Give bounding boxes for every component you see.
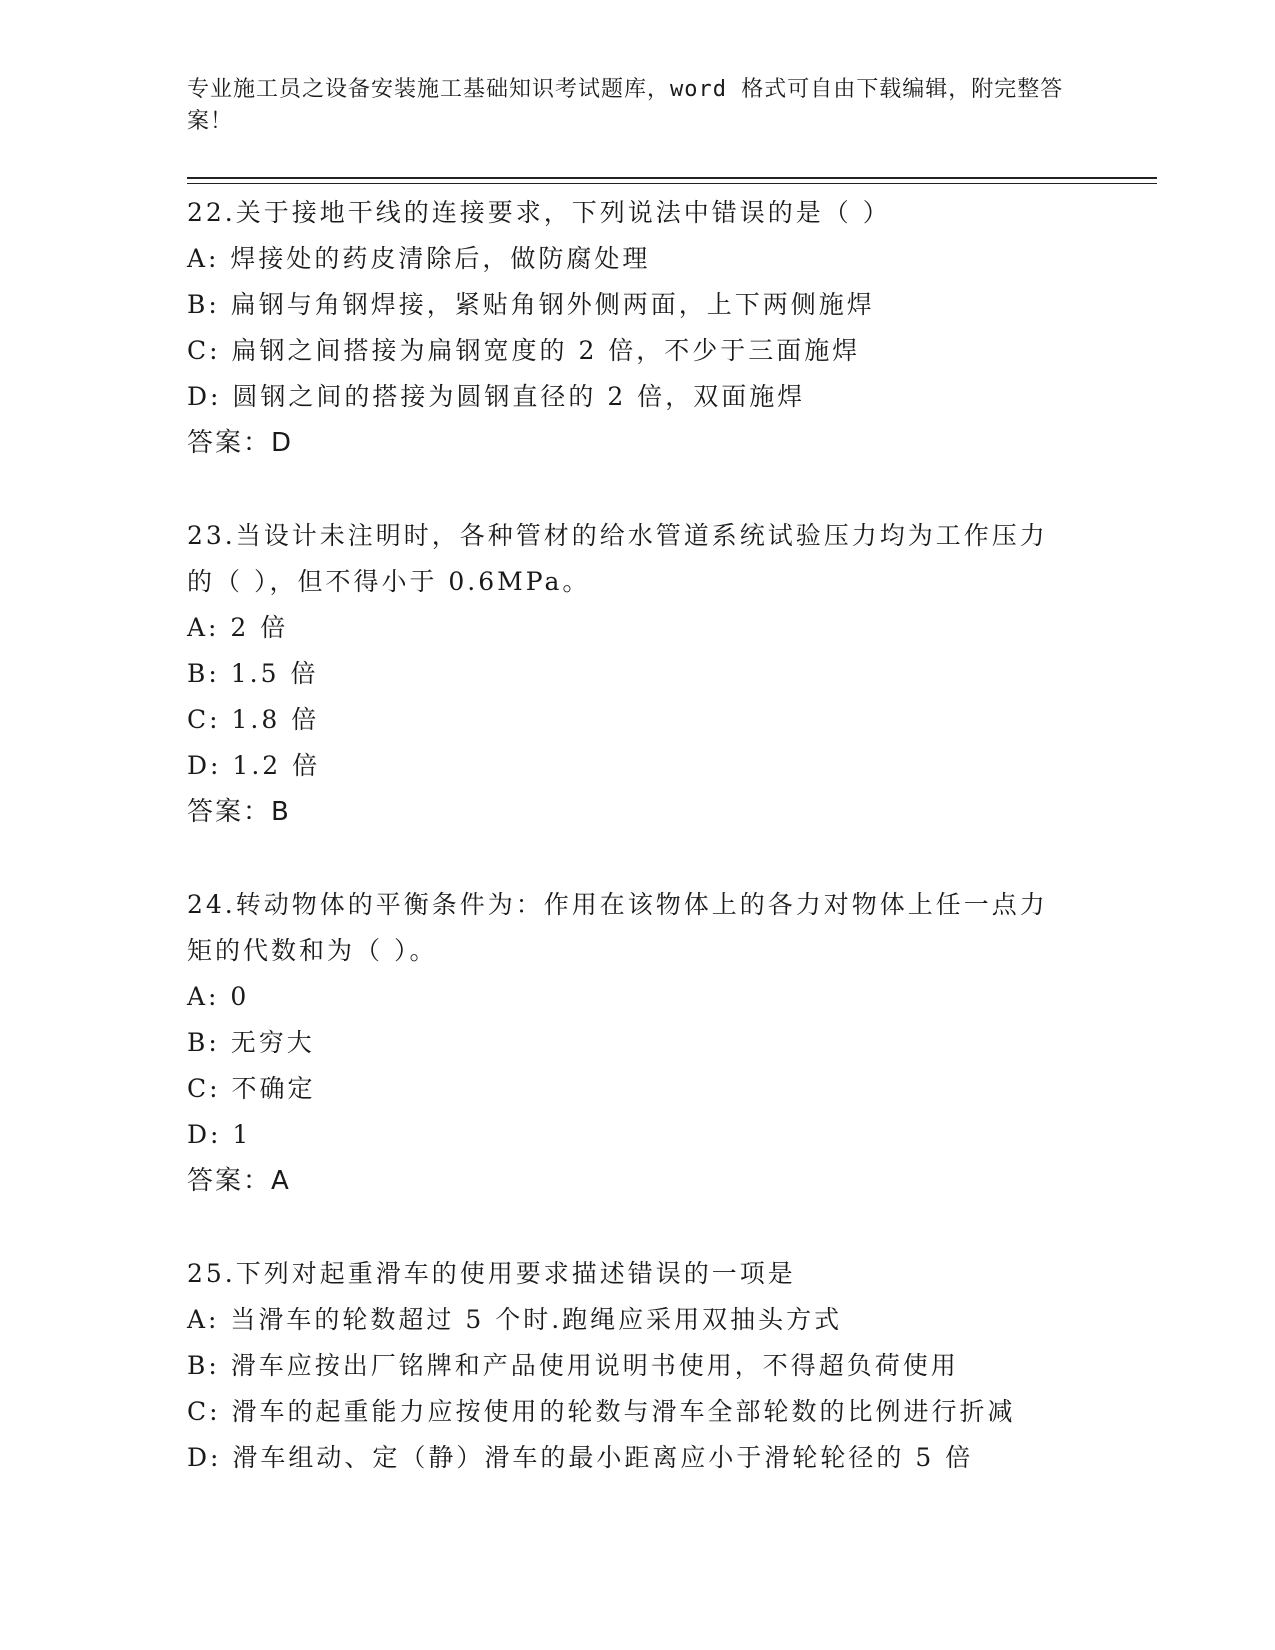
option-a: A: 2 倍 bbox=[187, 613, 289, 642]
header-rule-thin bbox=[187, 183, 1157, 184]
question-stem: 23.当设计未注明时，各种管材的给水管道系统试验压力均为工作压力的（ ），但不得小于 0.6MPa。 bbox=[187, 521, 1048, 596]
question-25 bbox=[187, 1251, 1067, 1481]
question-stem: 25.下列对起重滑车的使用要求描述错误的一项是 bbox=[187, 1259, 796, 1288]
question-24 bbox=[187, 882, 1067, 1204]
option-b: B: 扁钢与角钢焊接，紧贴角钢外侧两面，上下两侧施焊 bbox=[187, 290, 875, 319]
option-a: A: 焊接处的药皮清除后，做防腐处理 bbox=[187, 244, 651, 273]
document-header: 专业施工员之设备安装施工基础知识考试题库，word 格式可自由下载编辑，附完整答案！ bbox=[187, 77, 1064, 134]
option-d: D: 1 bbox=[187, 1120, 252, 1149]
option-d: D: 滑车组动、定（静）滑车的最小距离应小于滑轮轮径的 5 倍 bbox=[187, 1443, 974, 1472]
option-b: B: 滑车应按出厂铭牌和产品使用说明书使用，不得超负荷使用 bbox=[187, 1351, 959, 1380]
option-b: B: 1.5 倍 bbox=[187, 659, 319, 688]
question-stem: 22.关于接地干线的连接要求，下列说法中错误的是（ ） bbox=[187, 198, 891, 227]
answer-text: 答案：A bbox=[187, 1166, 291, 1196]
option-a: A: 当滑车的轮数超过 5 个时.跑绳应采用双抽头方式 bbox=[187, 1305, 843, 1334]
option-c: C: 滑车的起重能力应按使用的轮数与滑车全部轮数的比例进行折减 bbox=[187, 1397, 1016, 1426]
answer-text: 答案：B bbox=[187, 797, 291, 827]
answer-text: 答案：D bbox=[187, 428, 294, 458]
question-list bbox=[187, 190, 1067, 1528]
header-rule-thick bbox=[187, 177, 1157, 179]
option-d: D: 1.2 倍 bbox=[187, 751, 321, 780]
option-d: D: 圆钢之间的搭接为圆钢直径的 2 倍，双面施焊 bbox=[187, 382, 806, 411]
question-stem: 24.转动物体的平衡条件为：作用在该物体上的各力对物体上任一点力矩的代数和为（ ）。 bbox=[187, 890, 1048, 965]
option-c: C: 扁钢之间搭接为扁钢宽度的 2 倍，不少于三面施焊 bbox=[187, 336, 861, 365]
option-c: C: 1.8 倍 bbox=[187, 705, 320, 734]
option-c: C: 不确定 bbox=[187, 1074, 316, 1103]
question-22 bbox=[187, 190, 1067, 466]
option-a: A: 0 bbox=[187, 982, 250, 1011]
option-b: B: 无穷大 bbox=[187, 1028, 315, 1057]
question-23 bbox=[187, 513, 1067, 835]
